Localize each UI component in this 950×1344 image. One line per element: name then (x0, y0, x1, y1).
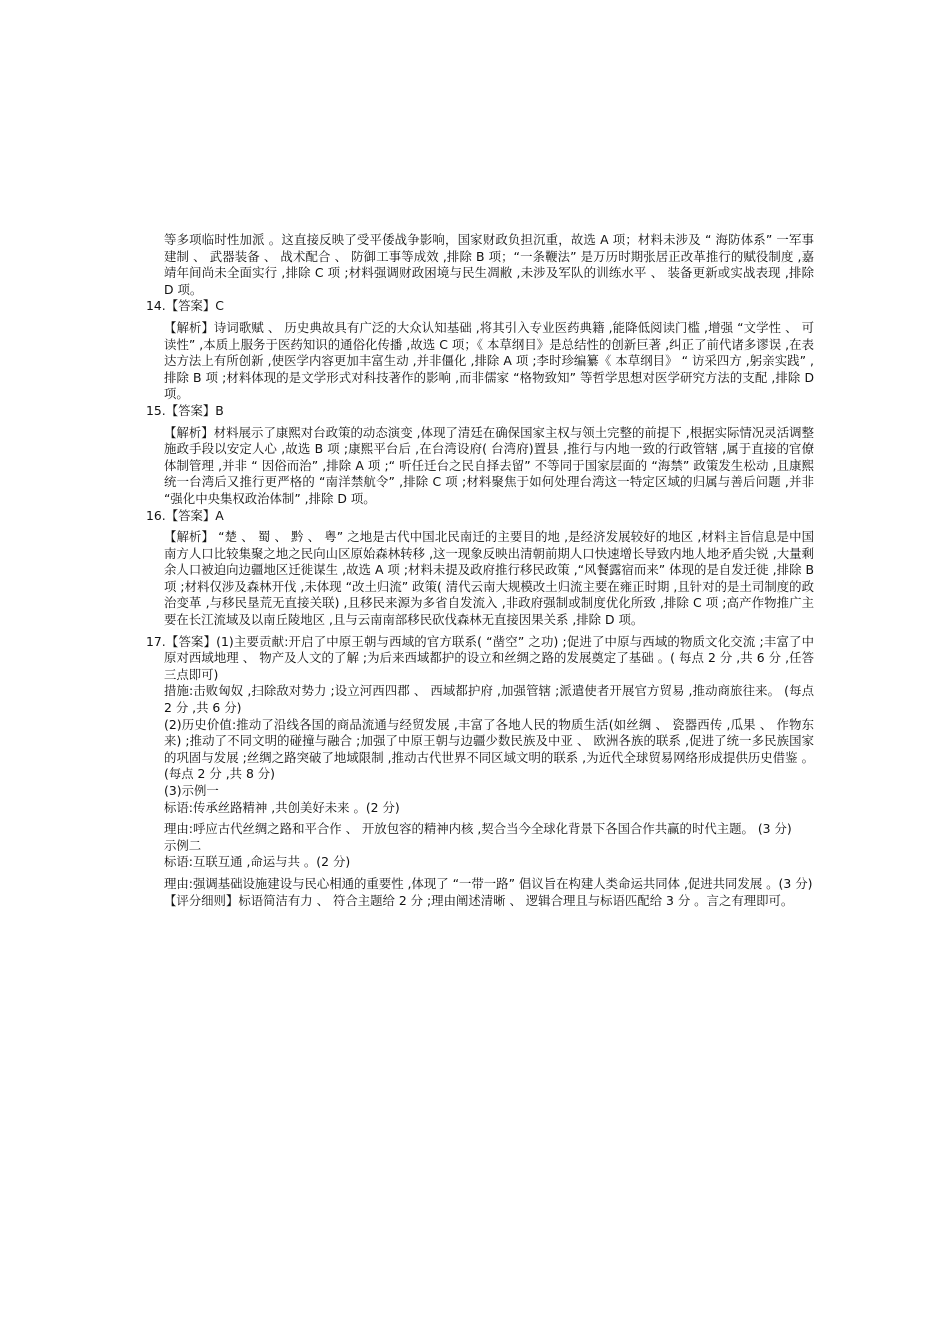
q16-answer: 16.【答案】A (146, 507, 224, 523)
q16-explanation: 【解析】 “楚 、 蜀 、 黔 、 粤” 之地是古代中国北民南迁的主要目的地 ,是经济发展较好的地区 ,材料主旨信息是中国南方人口比较集聚之地之民向山区原始森林转移 ,这一现象反映出清朝前期人口快速增长导致内地人地矛盾尖锐 ,大量剩余人口被迫向边疆地区迁徙谋生 ,故选 A 项 ;材料未提及政府推行移民政策 ,“风餐露宿而来” 体现的是自发迁徙 ,排除 B 项 ;材料仅涉及森林开伐 ,未体现 “改土归流” 政策( 清代云南大规模改土归流主要在雍正时期 ,且针对的是土司制度的政治变革 ,与移民垦荒无直接关联) ,且移民来源为多省自发流入 ,非政府强制或制度优化所致 ,排除 C 项 ;高产作物推广主要在长江流域及以南丘陵地区 ,且与云南南部移民砍伐森林无直接因果关系 ,排除 D 项。 (164, 529, 814, 628)
q17-scoring-rules: 【评分细则】标语简洁有力 、 符合主题给 2 分 ;理由阐述清晰 、 逻辑合理且与标语匹配给 3 分 。言之有理即可。 (164, 892, 794, 908)
q13-explanation-tail: 等多项临时性加派 。这直接反映了受平倭战争影响，国家财政负担沉重，故选 A 项；材料未涉及 “ 海防体系” 一军事建制 、 武器装备 、 战术配合 、 防御工事等成效 ,排除 B 项；“一条鞭法” 是万历时期张居正改革推行的赋役制度 ,嘉靖年间尚未全面实行 ,排除 C 项 ;材料强调财政困境与民生凋敝 ,未涉及军队的训练水平 、 装备更新或实战表现 ,排除 D 项。 (164, 232, 814, 297)
q17-answer-part1: 17.【答案】(1)主要贡献:开启了中原王朝与西域的官方联系( “凿空” 之功) ;促进了中原与西域的物质文化交流 ;丰富了中原对西域地理 、 物产及人文的了解 ;为后来西域都护的设立和丝绸之路的发展奠定了基础 。( 每点 2 分 ,共 6 分 ,任答三点即可) (146, 633, 814, 682)
answer-document (146, 232, 814, 909)
q17-reason-two: 理由:强调基础设施建设与民心相通的重要性 ,体现了 “一带一路” 倡议旨在构建人类命运共同体 ,促进共同发展 。(3 分) (164, 875, 813, 891)
q17-measures: 措施:击败匈奴 ,扫除敌对势力 ;设立河西四郡 、 西域都护府 ,加强管辖 ;派遣使者开展官方贸易 ,推动商旅往来。 (每点 2 分 ,共 6 分) (164, 683, 814, 716)
q17-reason-one: 理由:呼应古代丝绸之路和平合作 、 开放包容的精神内核 ,契合当今全球化背景下各国合作共赢的时代主题。 (3 分) (164, 821, 792, 837)
q15-answer: 15.【答案】B (146, 402, 224, 418)
q17-slogan-one: 标语:传承丝路精神 ,共创美好未来 。(2 分) (164, 799, 400, 815)
q17-example-two-heading: 示例二 (164, 837, 202, 853)
q14-explanation: 【解析】诗词歌赋 、 历史典故具有广泛的大众认知基础 ,将其引入专业医药典籍 ,能降低阅读门槛 ,增强 “文学性 、 可读性” ,本质上服务于医药知识的通俗化传播 ,故选 C 项；《 本草纲目》是总结性的创新巨著 ,纠正了前代诸多谬误 ,在表达方法上有所创新 ,使医学内容更加丰富生动 ,并非僵化 ,排除 A 项 ;李时珍编纂《 本草纲目》 “ 访采四方 ,躬亲实践” ,排除 B 项 ;材料体现的是文学形式对科技著作的影响 ,而非儒家 “格物致知” 等哲学思想对医学研究方法的支配 ,排除 D 项。 (164, 319, 814, 402)
q17-example-one-heading: (3)示例一 (164, 783, 219, 798)
q17-historical-value: (2)历史价值:推动了沿线各国的商品流通与经贸发展 ,丰富了各地人民的物质生活(如丝绸 、 瓷器西传 ,瓜果 、 作物东来) ;推动了不同文明的碰撞与融合 ;加强了中原王朝与边疆少数民族及中亚 、 欧洲各族的联系 ,促进了统一多民族国家的巩固与发展 ;丝绸之路突破了地域限制 ,推动古代世界不同区域文明的联系 ,为近代全球贸易网络形成提供历史借鉴 。(每点 2 分 ,共 8 分) (164, 716, 814, 782)
q15-explanation: 【解析】材料展示了康熙对台政策的动态演变 ,体现了清廷在确保国家主权与领土完整的前提下 ,根据实际情况灵活调整施政手段以安定人心 ,故选 B 项 ;康熙平台后 ,在台湾设府( 台湾府)置县 ,推行与内地一致的行政管辖 ,属于直接的官僚体制管理 ,并非 “ 因俗而治” ,排除 A 项 ;“ 听任迁台之民自择去留” 不等同于国家层面的 “海禁” 政策发生松动 ,且康熙统一台湾后又推行更严格的 “南洋禁航令” ,排除 C 项 ;材料聚焦于如何处理台湾这一特定区域的归属与善后问题 ,并非 “强化中央集权政治体制” ,排除 D 项。 (164, 424, 814, 506)
q14-answer: 14.【答案】C (146, 298, 224, 314)
q17-slogan-two: 标语:互联互通 ,命运与共 。(2 分) (164, 854, 351, 870)
